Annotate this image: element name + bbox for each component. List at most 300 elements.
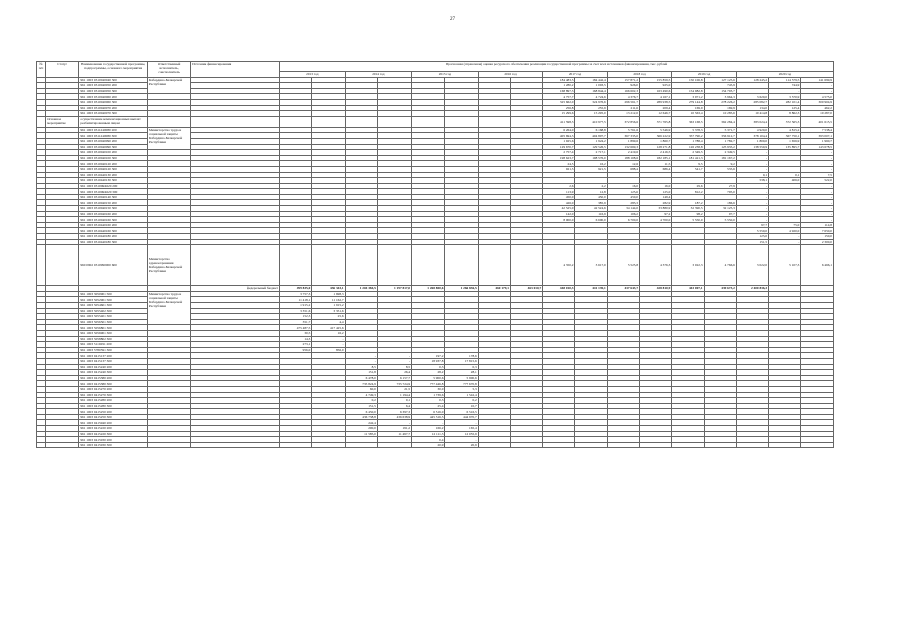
value-cell: 437 643,7 (607, 286, 639, 292)
budget-code-cell: 961 1003 0311240080 300 (79, 133, 148, 139)
budget-code-cell: 961 1003 5110291 200 (79, 342, 148, 348)
value-cell: - (736, 161, 768, 167)
num-cell (37, 442, 46, 448)
value-cell: 372 565,3 (769, 116, 801, 127)
value-cell: 7 538,4 (801, 127, 834, 133)
value-cell: 363 168,5 (672, 116, 704, 127)
table-row (37, 442, 834, 448)
value-cell: 4 920,0 (769, 228, 801, 234)
budget-code-cell: 961 1003 0310440130 300 (79, 178, 148, 184)
value-cell: - (801, 155, 834, 161)
value-cell: 15 299,6 (543, 111, 575, 117)
value-cell: 6 516,5 (445, 409, 478, 415)
value-cell: 404 807,7 (575, 133, 607, 139)
value-cell: 428 810,9 (640, 286, 672, 292)
value-cell: 17 815,6 (445, 358, 478, 364)
source-cell (191, 442, 280, 448)
source-cell (191, 116, 280, 127)
value-cell: 1 268 800,6 (412, 286, 445, 292)
value-cell: 541,7 (672, 166, 704, 172)
value-cell: 926,0 (607, 83, 639, 89)
value-cell: - (801, 88, 834, 94)
budget-code-cell: 961 1003 0415380 300 (79, 381, 148, 387)
value-cell: 367 750,1 (769, 133, 801, 139)
value-cell: 5 107,3 (769, 245, 801, 286)
value-cell: 279 144,8 (672, 99, 704, 105)
value-cell: 2 757,4 (543, 150, 575, 156)
value-cell (510, 442, 542, 448)
value-cell: - (736, 166, 768, 172)
budget-code-cell: 961 1003 0415270 300 (79, 392, 148, 398)
value-cell: - (736, 206, 768, 212)
value-cell: 5 900,6 (412, 375, 445, 381)
value-cell: 5 550,0 (672, 217, 704, 223)
value-cell: 2 419,6 (607, 150, 639, 156)
value-cell: 242,4 (345, 420, 377, 426)
value-cell: - (801, 206, 834, 212)
value-cell (543, 442, 575, 448)
value-cell: 3 971,2 (672, 94, 704, 100)
value-cell: 98,2 (672, 211, 704, 217)
value-cell: 25,6 (312, 314, 345, 320)
value-cell: 166,2 (412, 426, 445, 432)
budget-code-cell: 961 1003 0310040100 200 (79, 150, 148, 156)
resource-table (36, 61, 834, 448)
budget-code-cell: 961 1003 0415250 200 (79, 409, 148, 415)
budget-code-cell: 961 1003 0310040150 300 (79, 206, 148, 212)
value-cell: 16,0 (640, 183, 672, 189)
value-cell: 184 483,5 (543, 77, 575, 83)
value-cell: 168 897,3 (543, 88, 575, 94)
value-cell: - (345, 353, 377, 359)
value-cell (377, 442, 411, 448)
budget-code-cell: 961 1003 0310040060 300 (79, 99, 148, 105)
budget-code-cell: 961 1003 0310040090 300 (79, 144, 148, 150)
value-cell: 3 351,6 (312, 308, 345, 314)
value-cell: 0,3 (445, 364, 478, 370)
value-cell: 138 550,9 (736, 144, 768, 150)
value-cell: 10 563,4 (672, 111, 704, 117)
value-cell: 2,6 (543, 183, 575, 189)
value-cell: 4 766,6 (704, 245, 736, 286)
value-cell: 5 371,7 (704, 127, 736, 133)
source-cell: федеральный бюджет (191, 286, 280, 292)
budget-code-cell: 961 1003 5055401 300 (79, 314, 148, 320)
col-name-header: Наименование государственной программы, подпрограммы, основного мероприятия (79, 62, 148, 78)
value-cell: 436 343,1 (312, 286, 345, 292)
value-cell: 125,0 (640, 189, 672, 195)
value-cell: 7 650,0 (801, 228, 834, 234)
num-cell (37, 116, 46, 127)
value-cell: - (345, 358, 377, 364)
value-cell: 9,5 (672, 161, 704, 167)
value-cell: 325 662,0 (543, 99, 575, 105)
value-cell: 1 739,6 (412, 392, 445, 398)
budget-code-cell: 961 1003 0415137 200 (79, 353, 148, 359)
value-cell: - (736, 189, 768, 195)
value-cell: 151,5 (345, 403, 377, 409)
value-cell (377, 245, 411, 286)
source-cell (191, 245, 280, 286)
value-cell: 198 576,0 (575, 155, 607, 161)
value-cell: 745,9 (704, 83, 736, 89)
value-cell: 21,5 (377, 386, 411, 392)
budget-code-cell: осуществление компенсационных выплат реабилитированным лицам (79, 116, 148, 127)
value-cell: 4 757,7 (543, 94, 575, 100)
value-cell: 24,5 (543, 161, 575, 167)
value-cell: 7,5 (801, 172, 834, 178)
value-cell: - (736, 150, 768, 156)
value-cell: 460 179,1 (478, 286, 510, 292)
value-cell: 6 478,0 (345, 375, 377, 381)
value-cell: 12,6 (607, 161, 639, 167)
value-cell: 3 757,3 (280, 291, 312, 297)
value-cell: 6 264,0 (543, 127, 575, 133)
responsible-cell: Министерство труда и социальной защиты Кабардино-Балкарской Республики (147, 127, 190, 149)
value-cell (280, 116, 312, 127)
value-cell: 366 222,9 (640, 133, 672, 139)
value-cell (478, 116, 510, 127)
value-cell: 450,0 (607, 194, 639, 200)
value-cell: 5 550,0 (736, 228, 768, 234)
value-cell: 169,9 (704, 105, 736, 111)
value-cell: 0,3 (412, 398, 445, 404)
value-cell: - (736, 200, 768, 206)
value-cell: 2 717,1 (575, 150, 607, 156)
value-cell: 178,6 (445, 353, 478, 359)
value-cell: 11,5 (640, 161, 672, 167)
value-cell: 13 212,0 (607, 111, 639, 117)
value-cell: 9,2 (704, 161, 736, 167)
value-cell: 129 670,7 (543, 144, 575, 150)
value-cell: 417 425,6 (312, 325, 345, 331)
value-cell: 921,5 (543, 166, 575, 172)
value-cell (312, 442, 345, 448)
value-cell: 168 844,4 (575, 88, 607, 94)
value-cell: - (377, 420, 411, 426)
value-cell: 1 960,7 (801, 138, 834, 144)
value-cell: 184 442,4 (575, 77, 607, 83)
value-cell: 300 904,9 (801, 99, 834, 105)
value-cell: 14,3 (280, 336, 312, 342)
value-cell: 3 570,9 (769, 94, 801, 100)
value-cell: 499 835,0 (280, 286, 312, 292)
value-cell: - (377, 353, 411, 359)
budget-code-cell: 961 1003 0310440130 200 (79, 172, 148, 178)
value-cell: 1 899,6 (607, 138, 639, 144)
value-cell: 1 788,4 (672, 138, 704, 144)
value-cell: - (801, 83, 834, 89)
value-cell: 735 724,9 (377, 381, 411, 387)
value-cell: 198 623,7 (543, 155, 575, 161)
value-cell: 20,9 (412, 442, 445, 448)
value-cell: 6 600,0 (575, 217, 607, 223)
budget-code-cell: 961 1003 0310040120 200 (79, 161, 148, 167)
value-cell: 20,9 (445, 442, 478, 448)
value-cell: 1 782,7 (704, 138, 736, 144)
value-cell: 126 238,8 (672, 144, 704, 150)
budget-code-cell: 961 1003 0310040060 200 (79, 94, 148, 100)
value-cell: 2 349,5 (704, 150, 736, 156)
value-cell: 155 859,5 (640, 77, 672, 83)
value-cell: 1 093,5 (575, 83, 607, 89)
budget-code-cell: 961 1003 0415240 300 (79, 370, 148, 376)
value-cell: 686,4 (640, 166, 672, 172)
value-cell: 125,4 (769, 105, 801, 111)
value-cell: 30,5 (280, 330, 312, 336)
value-cell: 856,0 (312, 347, 345, 353)
value-cell: 127 125,6 (704, 77, 736, 83)
value-cell: 30,0 (412, 386, 445, 392)
value-cell: 113,9 (543, 189, 575, 195)
value-cell: 255,9 (575, 105, 607, 111)
value-cell: 26,4 (377, 370, 411, 376)
col-num-header: № п/п (37, 62, 46, 78)
value-cell: 128 245,2 (736, 77, 768, 83)
responsible-cell (147, 442, 190, 448)
value-cell: 4 724,6 (575, 94, 607, 100)
value-cell: 443 007,1 (672, 286, 704, 292)
value-cell: 3 022,0 (736, 245, 768, 286)
value-cell (345, 116, 377, 127)
responsible-cell: Министерство труда и социальной защиты Кабардино-Балкарской Республики (147, 291, 190, 325)
value-cell: 405 694,3 (543, 133, 575, 139)
value-cell: 181 167,2 (704, 155, 736, 161)
value-cell: 0,4 (412, 437, 445, 443)
value-cell: 29,6 (672, 183, 704, 189)
value-cell (280, 442, 312, 448)
value-cell: - (801, 211, 834, 217)
value-cell: 735 824,9 (345, 381, 377, 387)
value-cell: 462,2 (801, 105, 834, 111)
value-cell: 535,6 (704, 166, 736, 172)
value-cell: 125,6 (607, 189, 639, 195)
value-cell: 163 490,6 (640, 88, 672, 94)
value-cell: 8,5 (345, 364, 377, 370)
value-cell: 134,0 (736, 105, 768, 111)
value-cell: 357 790,2 (672, 133, 704, 139)
value-cell: 1 280,2 (543, 83, 575, 89)
value-cell: 12,8 (575, 189, 607, 195)
value-cell: 282 101,4 (769, 99, 801, 105)
value-cell: 106,2 (607, 211, 639, 217)
budget-code-cell: 961 1003 5054601 300 (79, 303, 148, 309)
value-cell: 8 000,0 (543, 217, 575, 223)
table-row (37, 245, 834, 286)
year-header: 2020 год (736, 72, 833, 78)
value-cell: 3 022,3 (672, 245, 704, 286)
value-cell (575, 442, 607, 448)
budget-code-cell: 961 1003 0310040070 200 (79, 105, 148, 111)
year-header: 2014 год (345, 72, 412, 78)
value-cell (607, 442, 639, 448)
value-cell: 186,6 (704, 200, 736, 206)
budget-code-cell: 961 1003 3050901 500 (79, 291, 148, 297)
value-cell: 18 937,8 (412, 358, 445, 364)
value-cell: 150 106,8 (672, 77, 704, 83)
value-cell: 1 266 836,5 (445, 286, 478, 292)
value-cell: 191,2 (377, 426, 411, 432)
value-cell: 6 700,0 (607, 217, 639, 223)
value-cell (412, 116, 445, 127)
value-cell: 1 915,2 (312, 303, 345, 309)
value-cell: 1 204 384,5 (345, 286, 377, 292)
value-cell: 436 738,8 (345, 414, 377, 420)
value-cell: 97,7 (736, 222, 768, 228)
budget-code-cell: 961 1003 0310040150 200 (79, 200, 148, 206)
year-header: 2015 год (412, 72, 479, 78)
value-cell: 383 024,4 (736, 116, 768, 127)
budget-code-cell: 961 1003 03100R4620 200 (79, 183, 148, 189)
value-cell: 151,8 (345, 370, 377, 376)
value-cell: 777 670,8 (445, 381, 478, 387)
value-cell: 10,7 (445, 403, 478, 409)
value-cell: 362 284,4 (704, 116, 736, 127)
value-cell: 188 108,6 (607, 155, 639, 161)
value-cell (704, 442, 736, 448)
value-cell: 34 144,0 (607, 206, 639, 212)
value-cell: 149,4 (640, 194, 672, 200)
value-cell: 0,1 (377, 398, 411, 404)
status-cell: Основное мероприятие (46, 116, 79, 127)
value-cell (640, 442, 672, 448)
value-cell: 132 669,3 (607, 144, 639, 150)
value-cell: 1 925,6 (543, 138, 575, 144)
value-cell (769, 442, 801, 448)
budget-code-cell: 961 1003 0415220 300 (79, 431, 148, 437)
budget-code-cell: 961 1003 0415940 200 (79, 420, 148, 426)
value-cell: 436 638,9 (377, 414, 411, 420)
value-cell: 0,2 (345, 398, 377, 404)
value-cell: - (801, 150, 834, 156)
value-cell: 197,2 (412, 353, 445, 359)
value-cell: 4 376,3 (640, 245, 672, 286)
budget-code-cell: 961 1003 03100R4620 300 (79, 189, 148, 195)
forecast-header: Прогнозная (справочная) оценка ресурсного обеспечения реализации государственной программы за счет всех источников финансирования, тыс. рублей (280, 62, 834, 72)
responsible-cell: Кабардино-Балкарской Республики (147, 77, 190, 94)
value-cell: 285 082,7 (736, 99, 768, 105)
value-cell: 0,2 (445, 398, 478, 404)
value-cell: 28,1 (445, 370, 478, 376)
value-cell: 4 700,0 (640, 217, 672, 223)
value-cell: - (736, 183, 768, 189)
value-cell: 3 351,6 (280, 308, 312, 314)
value-cell: 165,4 (445, 426, 478, 432)
budget-code-cell: 961 1003 0415240 200 (79, 364, 148, 370)
value-cell: 150,0 (801, 234, 834, 240)
value-cell: - (736, 217, 768, 223)
value-cell (478, 442, 510, 448)
value-cell: 921,5 (575, 166, 607, 172)
value-cell: - (801, 189, 834, 195)
value-cell: 378 104,4 (736, 133, 768, 139)
value-cell (445, 245, 478, 286)
budget-code-cell: 961 1003 0310040040 300 (79, 77, 148, 83)
value-cell: 795,0 (704, 189, 736, 195)
value-cell: 0,1 (769, 172, 801, 178)
budget-code-cell: 961 1003 0310040050 200 (79, 83, 148, 89)
value-cell: 5 546,9 (640, 127, 672, 133)
value-cell: 152,3 (280, 314, 312, 320)
budget-code-cell: 961 1003 0415280 300 (79, 403, 148, 409)
value-cell: 4 376,7 (607, 94, 639, 100)
value-cell: 157 871,2 (607, 77, 639, 83)
value-cell: 141 699,9 (801, 77, 834, 83)
value-cell: 371 765,8 (640, 116, 672, 127)
resource-table-sheet (36, 61, 834, 448)
value-cell: 812,2 (672, 189, 704, 195)
value-cell: 8 862,3 (769, 111, 801, 117)
value-cell: 367 335,0 (607, 133, 639, 139)
value-cell: 385,9 (575, 200, 607, 206)
value-cell: 32 390,5 (672, 206, 704, 212)
value-cell: 1 915,2 (280, 303, 312, 309)
budget-code-cell: 961 1003 0415270 200 (79, 386, 148, 392)
value-cell: 6 157,7 (377, 375, 411, 381)
value-cell: 200,0 (345, 426, 377, 432)
value-cell: 4 815,2 (769, 127, 801, 133)
value-cell: 1 656,9 (769, 138, 801, 144)
value-cell: 4 920,0 (736, 127, 768, 133)
budget-code-cell: 961 1003 0415280 200 (79, 398, 148, 404)
value-cell: 2,2 (575, 183, 607, 189)
value-cell: - (736, 211, 768, 217)
value-cell: 0,3 (412, 364, 445, 370)
value-cell: 401 615,5 (801, 116, 834, 127)
value-cell: 3 964,3 (704, 94, 736, 100)
value-cell (672, 442, 704, 448)
value-cell: 6 397,3 (377, 409, 411, 415)
value-cell: - (769, 234, 801, 240)
value-cell: 182 185,1 (640, 155, 672, 161)
budget-code-cell: 961 1003 0415380 200 (79, 375, 148, 381)
value-cell: - (801, 194, 834, 200)
budget-code-cell: 961 1003 0310040090 200 (79, 138, 148, 144)
value-cell: 426,0 (543, 200, 575, 206)
value-cell: 151,5 (736, 239, 768, 245)
budget-code-cell: 961 1003 0310040160 300 (79, 217, 148, 223)
year-header: 2017 год (543, 72, 608, 78)
value-cell: 16,2 (312, 330, 345, 336)
table-row (37, 116, 834, 127)
value-cell: 1 924,2 (575, 138, 607, 144)
value-cell: 4 575,0 (801, 94, 834, 100)
value-cell: 538,1 (736, 178, 768, 184)
value-cell: 410 977,5 (575, 116, 607, 127)
budget-code-cell: 961 1003 5780591 300 (79, 347, 148, 353)
value-cell: - (312, 342, 345, 348)
value-cell (478, 245, 510, 286)
value-cell: 411 598,3 (543, 116, 575, 127)
value-cell: 444 970,7 (445, 414, 478, 420)
value-cell: - (801, 200, 834, 206)
value-cell: 925,0 (640, 83, 672, 89)
value-cell: 2 349,5 (672, 150, 704, 156)
value-cell: 16,2 (575, 161, 607, 167)
value-cell: 450,0 (543, 194, 575, 200)
value-cell: 475 487,5 (280, 325, 312, 331)
value-cell: 439 673,2 (704, 286, 736, 292)
budget-code-cell: 961 1003 0415930 200 (79, 437, 148, 443)
value-cell: 27,9 (704, 183, 736, 189)
value-cell: 16,0 (607, 183, 639, 189)
value-cell: 187,2 (672, 200, 704, 206)
value-cell: 12 055,9 (445, 431, 478, 437)
budget-code-cell: 961 1003 0415220 200 (79, 426, 148, 432)
value-cell: 97,2 (640, 211, 672, 217)
value-cell: 296 561,7 (607, 99, 639, 105)
value-cell: 282,9 (640, 200, 672, 206)
